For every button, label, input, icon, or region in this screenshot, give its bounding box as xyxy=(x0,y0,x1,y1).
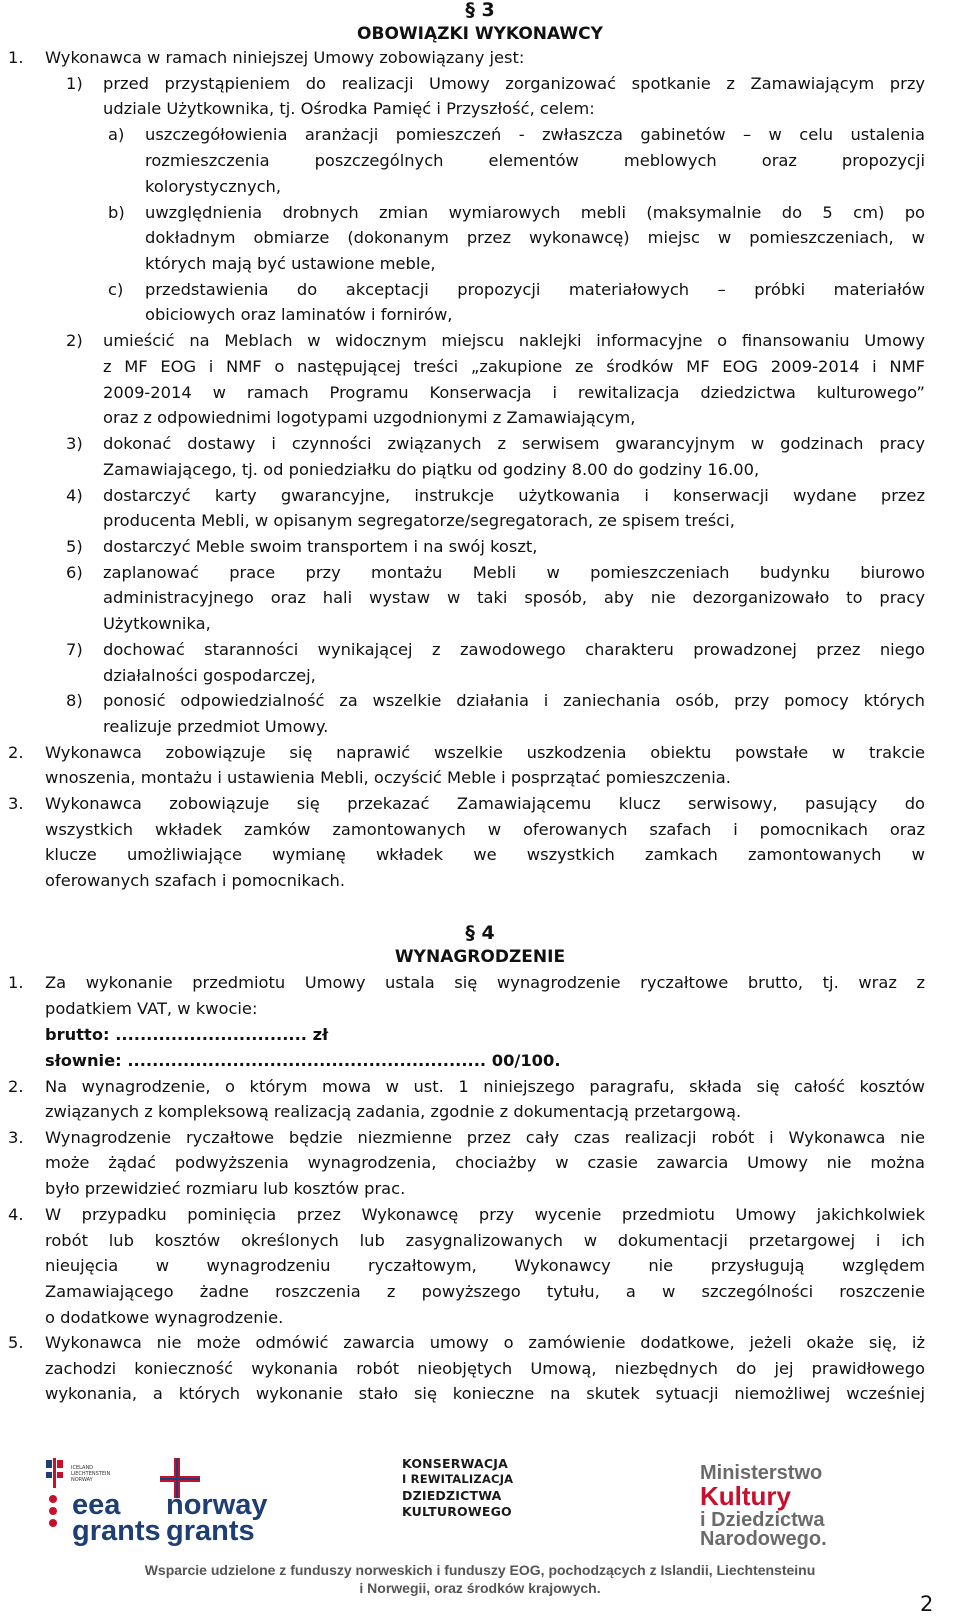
s4-item-2-line-2 xyxy=(0,1099,960,1125)
s3-item-1 xyxy=(0,45,960,71)
s4-item-3-text: Wynagrodzenie ryczałtowe będzie niezmienne przez cały czas realizacji robót i Wykonawca nie xyxy=(45,1128,925,1147)
s3-sub-1-text: udziale Użytkownika, tj. Ośrodka Pamięć i Przyszłość, celem: xyxy=(103,99,595,118)
section-3-title: OBOWIĄZKI WYKONAWCY xyxy=(357,24,603,44)
slownie-amount: słownie: .......................................................... 00/100. xyxy=(45,1051,561,1070)
s3-sub-2-text: umieścić na Meblach w widocznym miejscu naklejki informacyjne o finansowaniu Umowy xyxy=(103,331,925,350)
s3-sub-2-line-1 xyxy=(0,328,960,354)
s3-item-3-number: 3. xyxy=(8,794,24,813)
s4-slownie-line xyxy=(0,1048,960,1074)
s3-sub-6-text: Użytkownika, xyxy=(103,614,211,633)
s4-item-2-number: 2. xyxy=(8,1077,24,1096)
s3-sub-5-text: dostarczyć Meble swoim transportem i na swój koszt, xyxy=(103,537,538,556)
section-4-symbol: § 4 xyxy=(465,922,495,944)
s4-item-1-number: 1. xyxy=(8,973,24,992)
s4-item-3-text: może żądać podwyższenia wynagrodzenia, chociażby w czasie zawarcia Umowy nie można xyxy=(45,1153,925,1172)
s3-sub-1a-line-1 xyxy=(0,122,960,148)
norway-grants-word: grants xyxy=(166,1515,255,1547)
s4-item-4-line-1 xyxy=(0,1202,960,1228)
s3-item-2-text: wnoszenia, montażu i ustawienia Mebli, oczyścić Meble i posprzątać pomieszczenia. xyxy=(45,768,731,787)
s3-sub-1a-text: uszczegółowienia aranżacji pomieszczeń - zwłaszcza gabinetów – w celu ustalenia xyxy=(145,125,925,144)
s3-item-3-line-2 xyxy=(0,817,960,843)
konserwacja-line: DZIEDZICTWA xyxy=(402,1488,502,1503)
eea-red-mark-icon xyxy=(44,1494,70,1528)
s3-sub-1c-line-2 xyxy=(0,302,960,328)
s3-item-2-number: 2. xyxy=(8,743,24,762)
s3-item-3-text: Wykonawca zobowiązuje się przekazać Zamawiającemu klucz serwisowy, pasujący do xyxy=(45,794,925,813)
s3-item-3-text: klucze umożliwiające wymianę wkładek we wszystkich zamkach zamontowanych w xyxy=(45,845,925,864)
s3-sub-3-line-2 xyxy=(0,457,960,483)
s3-item-3-text: oferowanych szafach i pomocnikach. xyxy=(45,871,346,890)
s3-sub-6-line-3 xyxy=(0,611,960,637)
s3-sub-7-text: działalności gospodarczej, xyxy=(103,666,316,685)
s3-sub-7-line-1 xyxy=(0,637,960,663)
s4-item-5-text: Wykonawca nie może odmówić zawarcia umowy o zamówienie dodatkowe, jeżeli okaże się, iż xyxy=(45,1333,925,1352)
funding-statement-line-1: Wsparcie udzielone z funduszy norweskich i funduszy EOG, pochodzących z Islandii, Liechtensteinu xyxy=(144,1562,816,1578)
s4-item-1-line-1 xyxy=(0,970,960,996)
s3-item-3-text: wszystkich wkładek zamków zamontowanych w oferowanych szafach i pomocnikach oraz xyxy=(45,820,925,839)
s3-sub-1a-text: kolorystycznych, xyxy=(145,177,282,196)
s3-item-1-number: 1. xyxy=(8,48,24,67)
s3-sub-5-line-1 xyxy=(0,534,960,560)
s3-sub-4-line-1 xyxy=(0,483,960,509)
s3-sub-3-line-1 xyxy=(0,431,960,457)
s4-item-5-line-1 xyxy=(0,1330,960,1356)
ministry-line: Kultury xyxy=(700,1481,791,1511)
s3-sub-8-line-2 xyxy=(0,714,960,740)
s3-sub-1b-line-2 xyxy=(0,225,960,251)
s3-sub-3-text: dokonać dostawy i czynności związanych z serwisem gwarancyjnym w godzinach pracy xyxy=(103,434,925,453)
s4-item-5-line-2 xyxy=(0,1356,960,1382)
s4-item-4-text: robót lub kosztów określonych lub zasygnalizowanych w dokumentacji przetargowej i ich xyxy=(45,1231,925,1250)
konserwacja-line: KONSERWACJA xyxy=(402,1456,508,1471)
s3-sub-1-text: przed przystąpieniem do realizacji Umowy zorganizować spotkanie z Zamawiającym przy xyxy=(103,74,925,93)
eea-grants-word: grants xyxy=(72,1515,161,1547)
eea-grants-logo xyxy=(44,1458,161,1550)
norway-word: norway xyxy=(166,1489,268,1521)
s4-item-4-text: W przypadku pominięcia przez Wykonawcę przy wycenie przedmiotu Umowy jakichkolwiek xyxy=(45,1205,925,1224)
s3-sub-2-line-2 xyxy=(0,354,960,380)
s3-sub-8-line-1 xyxy=(0,688,960,714)
s4-item-4-line-3 xyxy=(0,1253,960,1279)
s3-sub-5-number: 5) xyxy=(66,537,83,556)
s3-sub-1a-line-2 xyxy=(0,148,960,174)
s3-sub-3-text: Zamawiającego, tj. od poniedziałku do piątku od godziny 8.00 do godziny 16.00, xyxy=(103,460,760,479)
s3-sub-2-text: 2009-2014 w ramach Programu Konserwacja i rewitalizacja dziedzictwa kulturowego” xyxy=(103,383,925,402)
s3-sub-1b-text: dokładnym obmiarze (dokonanym przez wykonawcę) miejsc w pomieszczeniach, w xyxy=(145,228,925,247)
s4-item-4-line-4 xyxy=(0,1279,960,1305)
s4-brutto-line xyxy=(0,1022,960,1048)
s3-sub-1a-letter: a) xyxy=(108,125,125,144)
ministry-line: i Dziedzictwa xyxy=(700,1509,825,1531)
s3-item-2-line-2 xyxy=(0,765,960,791)
s3-sub-1-line-1 xyxy=(0,71,960,97)
s3-sub-1-number: 1) xyxy=(66,74,83,93)
konserwacja-line: KULTUROWEGO xyxy=(402,1504,512,1519)
s3-sub-4-number: 4) xyxy=(66,486,83,505)
s4-item-5-line-3 xyxy=(0,1381,960,1407)
s4-item-3-line-1 xyxy=(0,1125,960,1151)
s3-item-3-line-1 xyxy=(0,791,960,817)
footer xyxy=(0,1456,960,1620)
s4-item-5-text: wykonania, a których wykonanie stało się konieczne na skutek sytuacji niemożliwej wcześniej xyxy=(45,1384,925,1403)
s3-sub-7-text: dochować staranności wynikającej z zawodowego charakteru prowadzonej przez niego xyxy=(103,640,925,659)
s3-sub-1b-text: uwzględnienia drobnych zmian wymiarowych mebli (maksymalnie do 5 cm) po xyxy=(145,203,925,222)
s3-sub-3-number: 3) xyxy=(66,434,83,453)
s3-item-2-text: Wykonawca zobowiązuje się naprawić wszelkie uszkodzenia obiektu powstałe w trakcie xyxy=(45,743,925,762)
s3-sub-6-text: administracyjnego oraz hali wystaw w taki sposób, aby nie dezorganizowało to pracy xyxy=(103,588,925,607)
s3-sub-1c-line-1 xyxy=(0,277,960,303)
brutto-amount: brutto: ............................... zł xyxy=(45,1025,329,1044)
s3-sub-7-number: 7) xyxy=(66,640,83,659)
s4-item-4-line-5 xyxy=(0,1305,960,1331)
s4-item-3-line-2 xyxy=(0,1150,960,1176)
s4-item-1-text: Za wykonanie przedmiotu Umowy ustala się wynagrodzenie ryczałtowe brutto, tj. wraz z xyxy=(45,973,925,992)
norway-grants-logo xyxy=(160,1458,275,1550)
konserwacja-logo xyxy=(402,1456,514,1524)
s3-sub-1-line-2 xyxy=(0,96,960,122)
s3-sub-1b-text: których mają być ustawione meble, xyxy=(145,254,436,273)
s3-sub-4-text: producenta Mebli, w opisanym segregatorze/segregatorach, ze spisem treści, xyxy=(103,511,735,530)
s3-item-3-line-4 xyxy=(0,868,960,894)
s4-item-4-line-2 xyxy=(0,1228,960,1254)
s3-sub-1b-line-1 xyxy=(0,200,960,226)
s3-sub-4-line-2 xyxy=(0,508,960,534)
s4-item-4-text: nieujęcia w wynagrodzeniu ryczałtowym, Wykonawcy nie przysługują względem xyxy=(45,1256,925,1275)
section-3-symbol: § 3 xyxy=(465,0,495,21)
s4-item-1-line-2 xyxy=(0,996,960,1022)
eea-flag-countries: ICELAND LIECHTENSTEIN NORWAY xyxy=(71,1465,111,1483)
s3-sub-2-line-3 xyxy=(0,380,960,406)
s4-item-5-number: 5. xyxy=(8,1333,24,1352)
s3-sub-1b-letter: b) xyxy=(108,203,125,222)
s3-sub-1c-text: przedstawienia do akceptacji propozycji materiałowych – próbki materiałów xyxy=(145,280,925,299)
s3-sub-1a-line-3 xyxy=(0,174,960,200)
ministry-line: Narodowego. xyxy=(700,1528,827,1550)
s3-item-1-lead: Wykonawca w ramach niniejszej Umowy zobowiązany jest: xyxy=(45,48,525,67)
s3-item-2-line-1 xyxy=(0,740,960,766)
s3-sub-6-text: zaplanować prace przy montażu Mebli w pomieszczeniach budynku biurowo xyxy=(103,563,925,582)
s3-sub-1c-text: obiciowych oraz laminatów i fornirów, xyxy=(145,305,453,324)
s3-sub-6-number: 6) xyxy=(66,563,83,582)
s3-sub-4-text: dostarczyć karty gwarancyjne, instrukcje użytkowania i konserwacji wydane przez xyxy=(103,486,925,505)
s3-sub-1c-letter: c) xyxy=(108,280,124,299)
s3-sub-6-line-1 xyxy=(0,560,960,586)
ministry-line: Ministerstwo xyxy=(700,1462,823,1484)
page-number: 2 xyxy=(920,1592,934,1616)
s3-sub-2-text: z MF EOG i NMF o następującej treści „zakupione ze środków MF EOG 2009-2014 i NMF xyxy=(103,357,925,376)
s4-item-1-text: podatkiem VAT, w kwocie: xyxy=(45,999,258,1018)
s4-item-5-text: zachodzi konieczność wykonania robót nieobjętych Umową, niezbędnych do jej prawidłowego xyxy=(45,1359,925,1378)
s3-sub-1a-text: rozmieszczenia poszczególnych elementów meblowych oraz propozycji xyxy=(145,151,925,170)
s4-item-4-text: o dodatkowe wynagrodzenie. xyxy=(45,1308,284,1327)
s3-sub-6-line-2 xyxy=(0,585,960,611)
s4-item-3-line-3 xyxy=(0,1176,960,1202)
s4-item-4-number: 4. xyxy=(8,1205,24,1224)
eea-flag-icon xyxy=(44,1458,64,1488)
s3-sub-2-text: oraz z odpowiednimi logotypami uzgodnionymi z Zamawiającym, xyxy=(103,408,636,427)
s3-sub-2-number: 2) xyxy=(66,331,83,350)
s3-sub-8-text: ponosić odpowiedzialność za wszelkie działania i zaniechania osób, przy pomocy których xyxy=(103,691,925,710)
konserwacja-line: I REWITALIZACJA xyxy=(402,1472,514,1486)
s4-item-2-text: związanych z kompleksową realizacją zadania, zgodnie z dokumentacją przetargową. xyxy=(45,1102,742,1121)
ministry-logo xyxy=(700,1462,860,1552)
s3-item-3-line-3 xyxy=(0,842,960,868)
funding-statement-line-2: i Norwegii, oraz środków krajowych. xyxy=(359,1580,601,1596)
s4-item-2-text: Na wynagrodzenie, o którym mowa w ust. 1 niniejszego paragrafu, składa się całość kosztów xyxy=(45,1077,925,1096)
s4-item-3-text: było przewidzieć rozmiaru lub kosztów prac. xyxy=(45,1179,406,1198)
s4-item-4-text: Zamawiającego żadne roszczenia z powyższego tytułu, a w szczególności roszczenie xyxy=(45,1282,925,1301)
eea-word: eea xyxy=(72,1489,121,1521)
s3-sub-8-text: realizuje przedmiot Umowy. xyxy=(103,717,329,736)
s4-item-3-number: 3. xyxy=(8,1128,24,1147)
section-4-title: WYNAGRODZENIE xyxy=(394,947,566,967)
s4-item-2-line-1 xyxy=(0,1074,960,1100)
s3-sub-2-line-4 xyxy=(0,405,960,431)
s3-sub-7-line-2 xyxy=(0,663,960,689)
s3-sub-8-number: 8) xyxy=(66,691,83,710)
s3-sub-1b-line-3 xyxy=(0,251,960,277)
